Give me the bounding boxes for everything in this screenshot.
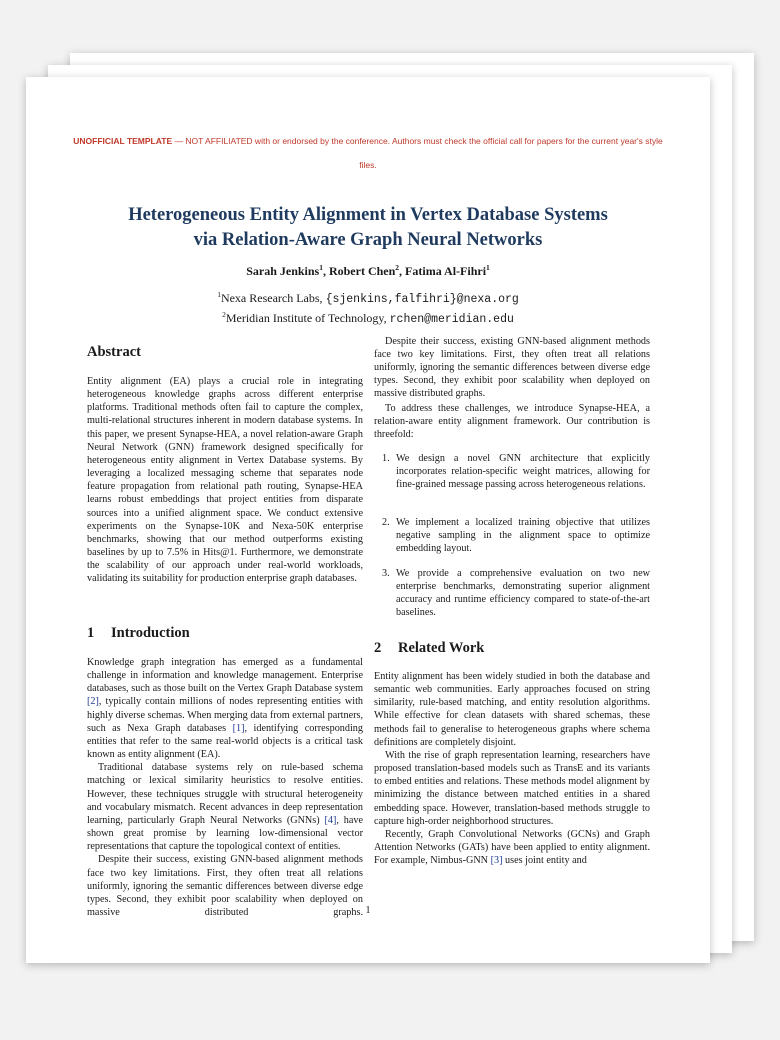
- intro-paragraph-3-cont: Despite their success, existing GNN-based alignment methods face two key limitations. First, they often treat all relations uniformly, ignoring the semantic differences between diverse edge types. Second, they exhibit poor scalability when deployed on massive distributed graphs.: [374, 335, 650, 400]
- template-notice: [66, 129, 670, 177]
- related-heading: [374, 640, 484, 657]
- affiliation: [66, 287, 670, 307]
- author-list: Sarah Jenkins$^1$, Robert Chen$^2$, Fatima Al-Fihri$^1$: [246, 263, 490, 278]
- abstract-heading: Abstract: [87, 344, 141, 360]
- author-affil-mark: 1: [486, 263, 490, 272]
- title-line-2: via Relation-Aware Graph Neural Networks: [193, 230, 543, 250]
- affil-name: Meridian Institute of Technology,: [225, 311, 390, 325]
- section-title: Introduction: [111, 625, 190, 641]
- section-title: Related Work: [398, 640, 485, 656]
- related-body: [374, 670, 650, 867]
- related-paragraph-3: Recently, Graph Convolutional Networks (GCNs) and Graph Attention Networks (GATs) have been applied to entity alignment. For example, Nimbus-GNN [3] uses joint entity and: [374, 828, 650, 867]
- abstract-text: Entity alignment (EA) plays a crucial role in integrating heterogeneous knowledge graphs across different enterprise platforms. Traditional methods often fail to capture the complex, multi-relational structures inherent in modern database systems. In this paper, we present Synapse-HEA, a novel relation-aware Graph Neural Network (GNN) framework designed specifically for heterogeneous entity alignment in Vertex Database systems. By leveraging a localized messaging scheme that separates node feature propagation from relational path routing, Synapse-HEA learns robust embeddings that project entities from disparate sources into a unified alignment space. We conduct extensive experiments on the Synapse-10K and Nexa-50K enterprise benchmarks, showing that our method outperforms existing baselines by up to 7.5% in Hits@1. Furthermore, we demonstrate the scalability of our approach under real-world workloads, validating its suitability for production enterprise graph databases.: [87, 376, 363, 585]
- paper-title: [66, 203, 670, 253]
- section-number: 1: [87, 625, 95, 641]
- affiliation: [66, 307, 670, 327]
- author-affil-mark: 1: [319, 263, 323, 272]
- author-name: Robert Chen: [328, 264, 396, 278]
- section-number: 2: [374, 640, 382, 656]
- affil-email[interactable]: rchen@meridian.edu: [389, 313, 514, 326]
- related-paragraph-1: Entity alignment has been widely studied in both the database and semantic web communities. Early approaches focused on string similarity, rule-based matching, and entity resolution algorithms. While effective for clean datasets with shared schemas, these methods fail to generalise to heterogeneous graphs where schema definitions are completely disjoint.: [374, 671, 650, 748]
- citation-link[interactable]: [1]: [232, 722, 245, 734]
- title-line-1: Heterogeneous Entity Alignment in Vertex Database Systems: [128, 205, 608, 225]
- abstract-body: [87, 375, 363, 586]
- intro-heading: [87, 625, 190, 642]
- intro-paragraph-1: Knowledge graph integration has emerged as a fundamental challenge in information and knowledge management. Enterprise databases, such as those built on the Vertex Graph Database system [2], typically contain millions of nodes representing entities with highly diverse schemas. When merging data from external partners, such as Nexa Graph databases [1], identifying corresponding entities that refer to the same real-world objects is a critical task known as entity alignment (EA).: [87, 657, 363, 761]
- citation-link[interactable]: [3]: [490, 855, 503, 867]
- citation-link[interactable]: [2]: [87, 696, 99, 708]
- affil-name: Nexa Research Labs,: [220, 291, 326, 305]
- author-name: Fatima Al-Fihri: [405, 264, 487, 278]
- notice-label: UNOFFICIAL TEMPLATE: [73, 136, 173, 146]
- affil-email[interactable]: {sjenkins,falfihri}@nexa.org: [325, 293, 519, 306]
- notice-text: — NOT AFFILIATED with or endorsed by the conference. Authors must check the official call for papers for the current year's style files.: [172, 136, 663, 170]
- intro-body: [87, 656, 363, 918]
- related-paragraph-2: With the rise of graph representation learning, researchers have proposed translation-based models such as TransE and its variants to embed entities and relations. These methods model alignment by minimizing the distance between matched entities in a shared embedding space. However, translation-based methods struggle to capture high-order neighborhood structures.: [374, 749, 650, 827]
- affiliations: [66, 287, 670, 327]
- page-number: 1: [365, 905, 371, 916]
- author-affil-mark: 2: [395, 263, 400, 272]
- citation-link[interactable]: [4]: [324, 814, 337, 826]
- author-name: Sarah Jenkins: [246, 264, 320, 278]
- intro-paragraph-2: Traditional database systems rely on rule-based schema matching or lexical similarity heuristics to resolve entities. However, these techniques struggle with structural heterogeneity and vocabulary mismatch. Recent advances in deep representation learning, particularly Graph Neural Networks (GNNs) [4], have shown great promise by learning low-dimensional vector representations that capture the topological context of entities.: [87, 762, 363, 853]
- affil-mark: 2: [222, 310, 226, 319]
- paper-page: UNOFFICIAL TEMPLATE — NOT AFFILIATED with or endorsed by the conference. Authors must check the official call for papers for the current year's style files. Heterogeneous Entity Alignment in Vertex Database Systems via Relation-Aware Graph Neural Networks Sarah Jenkins$^1$, Robert Chen$^2$, Fatima Al-Fihri$^1$ $^1$Nexa Research Labs, {sjenkins,falfihri}@nexa.org $^2$Meridian Institute of Technology, rchen@meridian.edu Abstract Entity alignment (EA) plays a crucial role in integrating heterogeneous knowledge graphs across different enterprise platforms. Traditional methods often fail to capture the complex, multi-relational structures inherent in modern database systems. In this paper, we present Synapse-HEA, a novel relation-aware Graph Neural Network (GNN) framework designed specifically for heterogeneous entity alignment in Vertex Database systems. By leveraging a localized messaging scheme that separates node feature propagation from relational path routing, Synapse-HEA learns robust embeddings that project entities from disparate sources into a unified alignment space. We conduct extensive experiments on the Synapse-10K and Nexa-50K enterprise benchmarks, showing that our method outperforms existing baselines by up to 7.5% in Hits@1. Furthermore, we demonstrate the scalability of our approach under real-world workloads, validating its suitability for production enterprise graph databases. 1 Introduction Knowledge graph integration has emerged as a fundamental challenge in information and knowledge management. Enterprise databases, such as those built on the Vertex Graph Database system [2], typically contain millions of nodes representing entities with highly diverse schemas. When merging data from external partners, such as Nexa Graph databases [1], identifying corresponding entities that refer to the same real-world objects is a critical task known as entity alignment (EA). Traditional database systems rely on rule-based schema matching or lexical similarity heuristics to resolve entities. However, these techniques struggle with structural heterogeneity and vocabulary mismatch. Recent advances in deep representation learning, particularly Graph Neural Networks (GNNs) [4], have shown great promise by learning low-dimensional vector representations that capture the topological context of entities. Despite their success, existing GNN-based alignment methods face two key limitations. First, they often treat all relations uniformly, ignoring the semantic differences between diverse edge types. Second, they exhibit poor scalability when deployed on massive distributed graphs. Despite their success, existing GNN-based alignment methods face two key limitations. First, they often treat all relations uniformly, ignoring the semantic differences between diverse edge types. Second, they exhibit poor scalability when deployed on massive distributed graphs. To address these challenges, we introduce Synapse-HEA, a relation-aware entity alignment framework. Our contribution is threefold: 1. We design a novel GNN architecture that explicitly incorporates relation-specific weight matrices, allowing for fine-grained message passing across heterogeneous relations. 2. We implement a localized training objective that utilizes negative sampling in the alignment space to optimize embedding layout. 3. We provide a comprehensive evaluation on two new enterprise benchmarks, demonstrating superior alignment accuracy and runtime efficiency compared to state-of-the-art baselines. 2 Related Work Entity alignment has been widely studied in both the database and semantic web communities. Early approaches focused on string similarity, rule-based matching, and entity resolution algorithms. While effective for clean datasets with shared schemas, these methods fail to generalise to heterogeneous graphs where schema definitions are completely disjoint. With the rise of graph representation learning, researchers have proposed translation-based models such as TransE and its variants to embed entities and relations. These methods model alignment by minimizing the distance between matched entities in a shared embedding space. However, translation-based methods struggle to capture high-order neighborhood structures. Recently, Graph Convolutional Networks (GCNs) and Graph Attention Networks (GATs) have been applied to entity alignment. For example, Nimbus-GNN [3] uses joint entity and 1: [26, 77, 710, 963]
- intro-paragraph-3-start: Despite their success, existing GNN-based alignment methods face two key limitations. First, they often treat all relations uniformly, ignoring the semantic differences between diverse edge types. Second, they exhibit poor scalability when deployed on massive distributed graphs.: [87, 854, 363, 918]
- affil-mark: 1: [217, 290, 221, 299]
- intro-paragraph-4: To address these challenges, we introduce Synapse-HEA, a relation-aware entity alignment framework. Our contribution is threefold:: [374, 403, 650, 441]
